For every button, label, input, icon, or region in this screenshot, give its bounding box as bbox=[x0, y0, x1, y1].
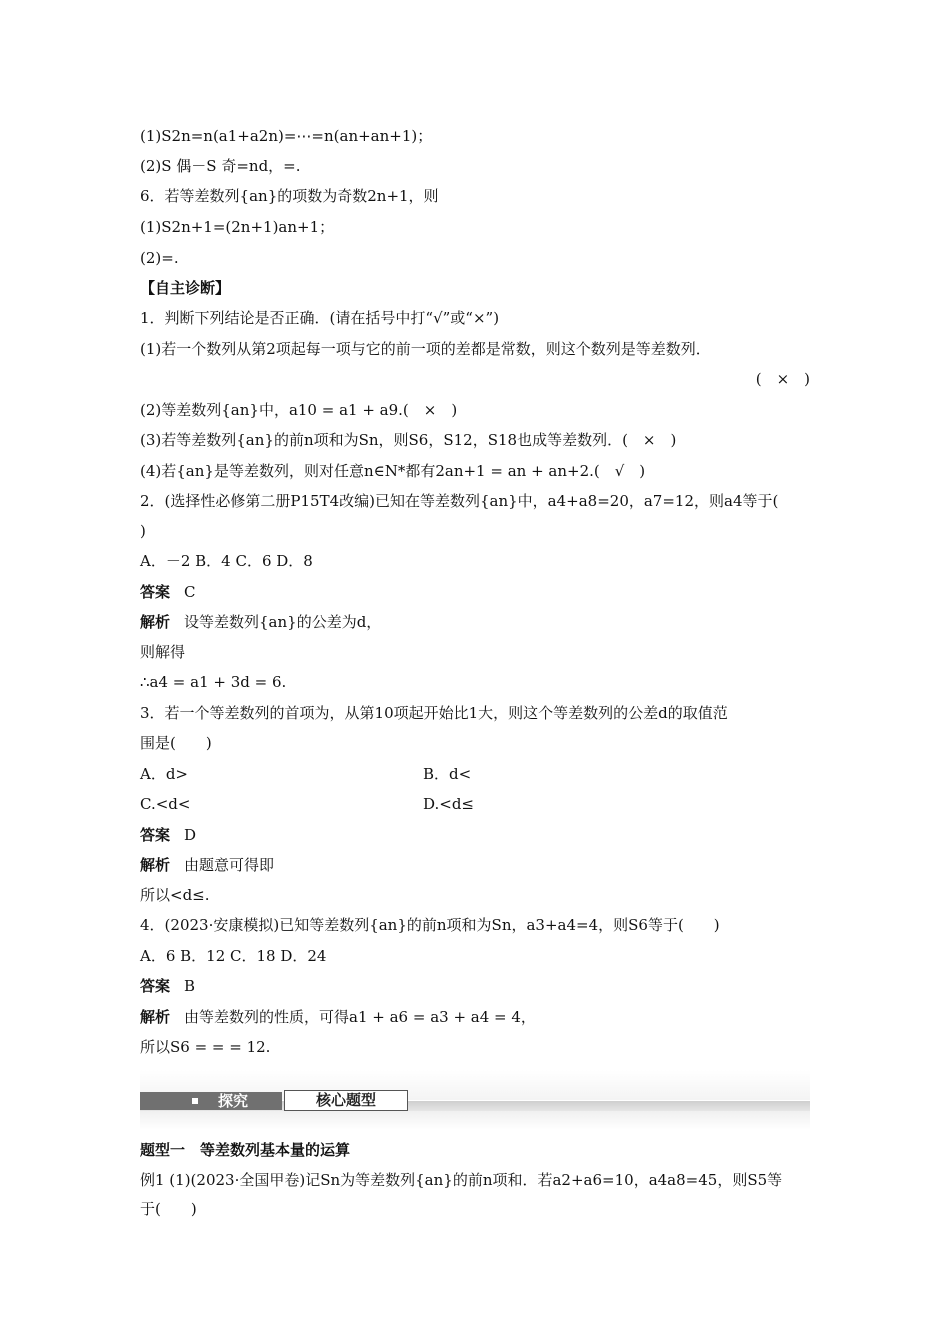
text-line: (4)若{an}是等差数列，则对任意n∈N*都有2an+1 = an + an+2.( √ ) bbox=[140, 462, 646, 480]
text-line: 1．判断下列结论是否正确．(请在括号中打“√”或“×”) bbox=[140, 309, 500, 327]
section-title: 题型一 等差数列基本量的运算 bbox=[140, 1141, 351, 1159]
section-banner bbox=[140, 1070, 810, 1130]
banner-light-tab bbox=[284, 1090, 408, 1111]
analysis-line bbox=[140, 612, 381, 632]
section-heading: 【自主诊断】 bbox=[140, 279, 231, 297]
banner-left-label: 探究 bbox=[218, 1092, 249, 1110]
option-a: A．d> bbox=[140, 765, 189, 783]
answer-label: 答案 bbox=[140, 977, 171, 995]
option-c: C.<d< bbox=[140, 795, 191, 813]
analysis-label: 解析 bbox=[140, 1008, 171, 1026]
analysis-label: 解析 bbox=[140, 613, 171, 631]
answer-bracket: ( × ) bbox=[755, 370, 810, 388]
answer-line bbox=[140, 825, 196, 845]
analysis-label: 解析 bbox=[140, 856, 171, 874]
text-line: (1)S2n=n(a1+a2n)=⋯=n(an+an+1)； bbox=[140, 127, 433, 145]
text-line: (2)等差数列{an}中，a10 = a1 + a9.( × ) bbox=[140, 401, 458, 419]
banner-dark-tab bbox=[140, 1092, 282, 1110]
text-line: 所以S6 = = = 12. bbox=[140, 1038, 271, 1056]
text-line: (1)若一个数列从第2项起每一项与它的前一项的差都是常数，则这个数列是等差数列． bbox=[140, 340, 711, 358]
text-line: 于( ) bbox=[140, 1200, 197, 1218]
answer-value: C bbox=[184, 583, 196, 601]
text-line: 6．若等差数列{an}的项数为奇数2n+1，则 bbox=[140, 187, 439, 205]
text-line: 所以<d≤. bbox=[140, 886, 210, 904]
text-line: ∴a4 = a1 + 3d = 6. bbox=[140, 673, 287, 691]
answer-value: B bbox=[184, 977, 196, 995]
answer-value: D bbox=[184, 826, 197, 844]
banner-right-label: 核心题型 bbox=[315, 1091, 376, 1109]
text-line: ) bbox=[140, 522, 146, 540]
text-line: 2．(选择性必修第二册P15T4改编)已知在等差数列{an}中，a4+a8=20，a7=12，则a4等于( bbox=[140, 492, 779, 510]
analysis-text: 由题意可得即 bbox=[184, 856, 275, 874]
text-line: 4．(2023·安康模拟)已知等差数列{an}的前n项和为Sn，a3+a4=4，则S6等于( ) bbox=[140, 916, 720, 934]
option-b: B．d< bbox=[423, 765, 472, 783]
text-line: (3)若等差数列{an}的前n项和为Sn，则S6，S12，S18也成等差数列．( × ) bbox=[140, 431, 677, 449]
answer-line bbox=[140, 582, 196, 602]
text-line: 则解得 bbox=[140, 643, 186, 661]
analysis-text: 由等差数列的性质，可得a1 + a6 = a3 + a4 = 4， bbox=[184, 1008, 536, 1026]
text-line: (2)S 偶－S 奇=nd，=. bbox=[140, 157, 301, 175]
analysis-line bbox=[140, 855, 274, 875]
text-line: (2)=. bbox=[140, 249, 179, 267]
text-line: 3．若一个等差数列的首项为，从第10项起开始比1大，则这个等差数列的公差d的取值范 bbox=[140, 704, 728, 722]
options-line: A．－2 B．4 C．6 D．8 bbox=[140, 552, 313, 570]
option-d: D.<d≤ bbox=[423, 795, 474, 813]
square-bullet-icon bbox=[192, 1098, 198, 1104]
banner-fade bbox=[140, 1111, 810, 1130]
answer-label: 答案 bbox=[140, 583, 171, 601]
example-line: 例1 (1)(2023·全国甲卷)记Sn为等差数列{an}的前n项和．若a2+a6=10，a4a8=45，则S5等 bbox=[140, 1171, 783, 1189]
answer-label: 答案 bbox=[140, 826, 171, 844]
options-line: A．6 B．12 C．18 D．24 bbox=[140, 947, 327, 965]
text-line: (1)S2n+1=(2n+1)an+1； bbox=[140, 218, 335, 236]
analysis-line bbox=[140, 1007, 536, 1027]
analysis-text: 设等差数列{an}的公差为d， bbox=[184, 613, 382, 631]
text-line: 围是( ) bbox=[140, 734, 212, 752]
answer-line bbox=[140, 976, 195, 996]
